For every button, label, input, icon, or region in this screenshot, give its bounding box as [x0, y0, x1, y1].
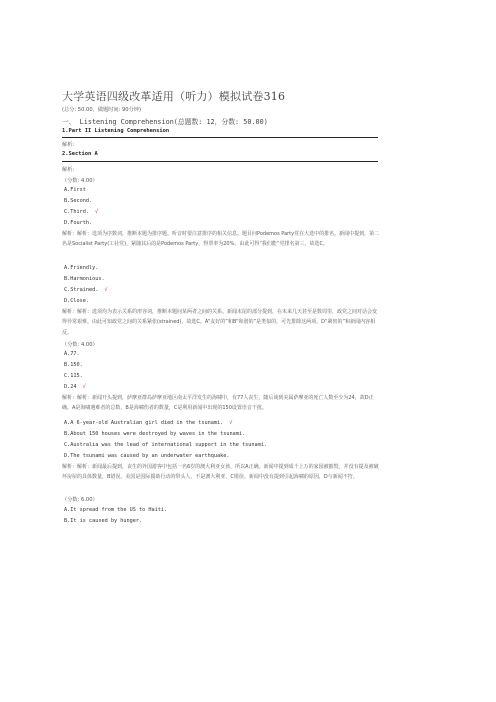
option: A.It spread from the US to Haiti. [64, 507, 168, 513]
option: A.Friendly. [64, 265, 99, 271]
option-correct [64, 420, 232, 426]
section-a-heading: 2.Section A [62, 151, 98, 157]
part-heading: 1.Part II Listening Comprehension [62, 128, 170, 134]
explanation: 解析：解析：新闻最后提到，丧生的外国游客中包括一名6岁的澳大利亚女孩，所以A正确。新闻中提到成千上万的家园被摧毁，并没有提及被破坏房屋的具体数量，B错误。美国是国际援助行动的带头人，不是澳大利亚，C错误。新闻中没有提到引起海啸的原因，D与新闻不符。 [62, 464, 379, 481]
option-correct [64, 384, 86, 390]
option-correct [64, 209, 98, 215]
option: D.The tsunami was caused by an underwater earthquake. [64, 453, 230, 459]
analysis-label: 解析: [62, 142, 75, 148]
page-title: 大学英语四级改革适用（听力）模拟试卷316 [62, 90, 286, 103]
score-label: （分数: 4.00） [62, 342, 98, 348]
explanation: 解析：解析：新闻开头提到，萨摩亚群岛萨摩亚地区南太平洋发生的海啸中，有77人丧生，随后谈到美属萨摩亚的死亡人数至少为24，故D正确。A是海啸遇难者的总数，B是海啸伤者的数量，C是利用新闻中出现的150设置语音干扰。 [62, 395, 374, 412]
option-correct [64, 287, 107, 293]
option: B.It is caused by hunger. [64, 518, 143, 524]
divider [62, 161, 378, 162]
exam-meta: (总分: 50.00，做题时间: 90分钟) [62, 107, 141, 113]
check-icon: √ [229, 420, 233, 426]
option: B.150. [64, 362, 83, 368]
option: A.First [64, 187, 86, 193]
section-heading: 一、 Listening Comprehension(总题数: 12，分数: 50.00) [62, 118, 268, 126]
option: B.Harmonious. [64, 276, 105, 282]
option-text: A.A 6-year-old Australian girl died in the tsunami. [64, 420, 224, 426]
option-text: C.Third. [64, 209, 89, 215]
check-icon: √ [82, 384, 86, 390]
option: B.Second. [64, 198, 93, 204]
check-icon: √ [104, 287, 108, 293]
divider [62, 137, 378, 138]
score-label: （分数: 6.00） [62, 497, 98, 503]
analysis-label: 解析: [62, 167, 75, 173]
option: C.115. [64, 373, 83, 379]
option: B.About 150 houses were destroyed by waves in the tsunami. [64, 431, 246, 437]
option-text: D.24 [64, 384, 77, 390]
check-icon: √ [95, 209, 99, 215]
explanation: 解析：解析：选项为序数词，推断本题为排序题。听音时要注意排序的相关信息。题目问Podemos Party党在大选中的排名。新闻中提到，第二名是Socialist Party(工社党)，紧随其后的是Podemos Party，得票率为20%。由此可得“我们能”党排名第三，故选C。 [62, 231, 380, 248]
option: D.Fourth. [64, 220, 93, 226]
option: D.Close. [64, 298, 89, 304]
option: C.Australia was the lead of international support in the tsunami. [64, 442, 268, 448]
option: A.77. [64, 351, 80, 357]
option-text: C.Strained. [64, 287, 99, 293]
explanation: 解析：解析：选项均为表示关系的形容词，推断本题问某两者之间的关系。新闻末尾的部分提到，在未来几天甚至是数周里，政党之间对话会变得异常艰难。由此可知政党之间的关系紧张(strained)，故选C。A“友好的”和B“和谐的”是类似的，可先排除这两项。D“紧密的”和新闻内容相反。 [62, 309, 378, 336]
score-label: （分数: 4.00） [62, 178, 98, 184]
